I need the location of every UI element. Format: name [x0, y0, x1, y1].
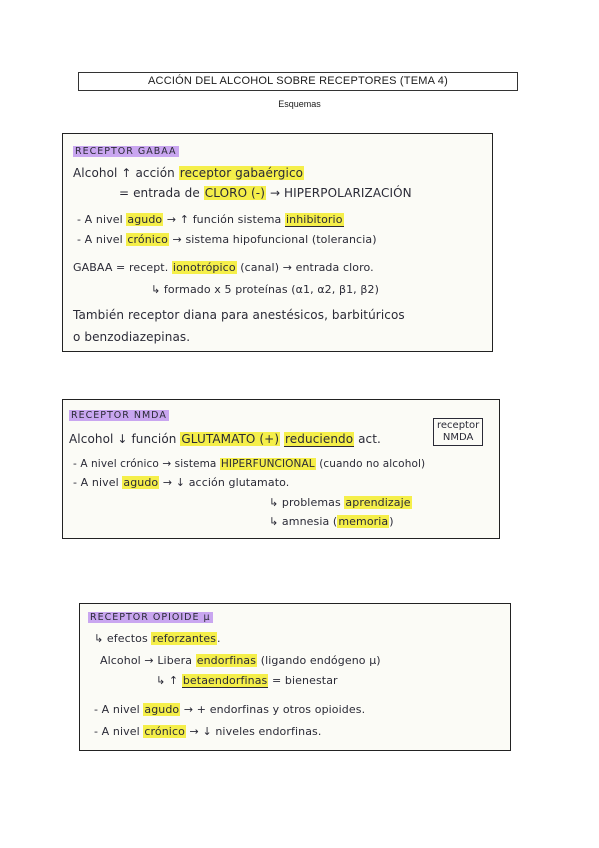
- document-subtitle: Esquemas: [278, 99, 321, 109]
- gaba-line-2: = entrada de CLORO (-) → HIPERPOLARIZACIÓN: [119, 186, 412, 200]
- nmda-receptor-box: receptor NMDA: [433, 418, 483, 446]
- nmda-line-2: - A nivel crónico → sistema HIPERFUNCIONAL (cuando no alcohol): [73, 458, 426, 470]
- nmda-line-5: ↳ amnesia (memoria): [269, 515, 394, 528]
- opioide-line-4: - A nivel agudo → + endorfinas y otros opioides.: [94, 703, 366, 716]
- nmda-notes-card: [62, 399, 500, 539]
- gaba-heading: RECEPTOR GABAA: [75, 146, 177, 157]
- gaba-line-6: ↳ formado x 5 proteínas (α1, α2, β1, β2): [151, 283, 379, 296]
- opioide-line-2: Alcohol → Libera endorfinas (ligando endógeno μ): [100, 654, 381, 667]
- opioide-line-3: ↳ ↑ betaendorfinas = bienestar: [156, 674, 338, 687]
- gaba-line-7: También receptor diana para anestésicos, barbitúricos: [73, 308, 405, 322]
- gaba-notes-card: [62, 133, 493, 352]
- opioide-notes-card: [79, 603, 511, 751]
- nmda-line-3: - A nivel agudo → ↓ acción glutamato.: [73, 476, 290, 489]
- opioide-heading: RECEPTOR OPIOIDE μ: [90, 612, 211, 623]
- opioide-line-1: ↳ efectos reforzantes.: [94, 632, 221, 645]
- gaba-line-8: o benzodiazepinas.: [73, 330, 191, 344]
- nmda-line-4: ↳ problemas aprendizaje: [269, 496, 411, 509]
- opioide-line-5: - A nivel crónico → ↓ niveles endorfinas.: [94, 725, 322, 738]
- gaba-line-5: GABAA = recept. ionotrópico (canal) → entrada cloro.: [73, 261, 374, 274]
- nmda-heading: RECEPTOR NMDA: [71, 410, 167, 421]
- document-title: ACCIÓN DEL ALCOHOL SOBRE RECEPTORES (TEMA 4): [78, 72, 518, 91]
- gaba-line-1: Alcohol ↑ acción receptor gabaérgico: [73, 166, 304, 180]
- gaba-line-3: - A nivel agudo → ↑ función sistema inhibitorio: [77, 213, 343, 226]
- gaba-line-4: - A nivel crónico → sistema hipofuncional (tolerancia): [77, 233, 377, 246]
- nmda-line-1: Alcohol ↓ función GLUTAMATO (+) reduciendo act.: [69, 432, 381, 446]
